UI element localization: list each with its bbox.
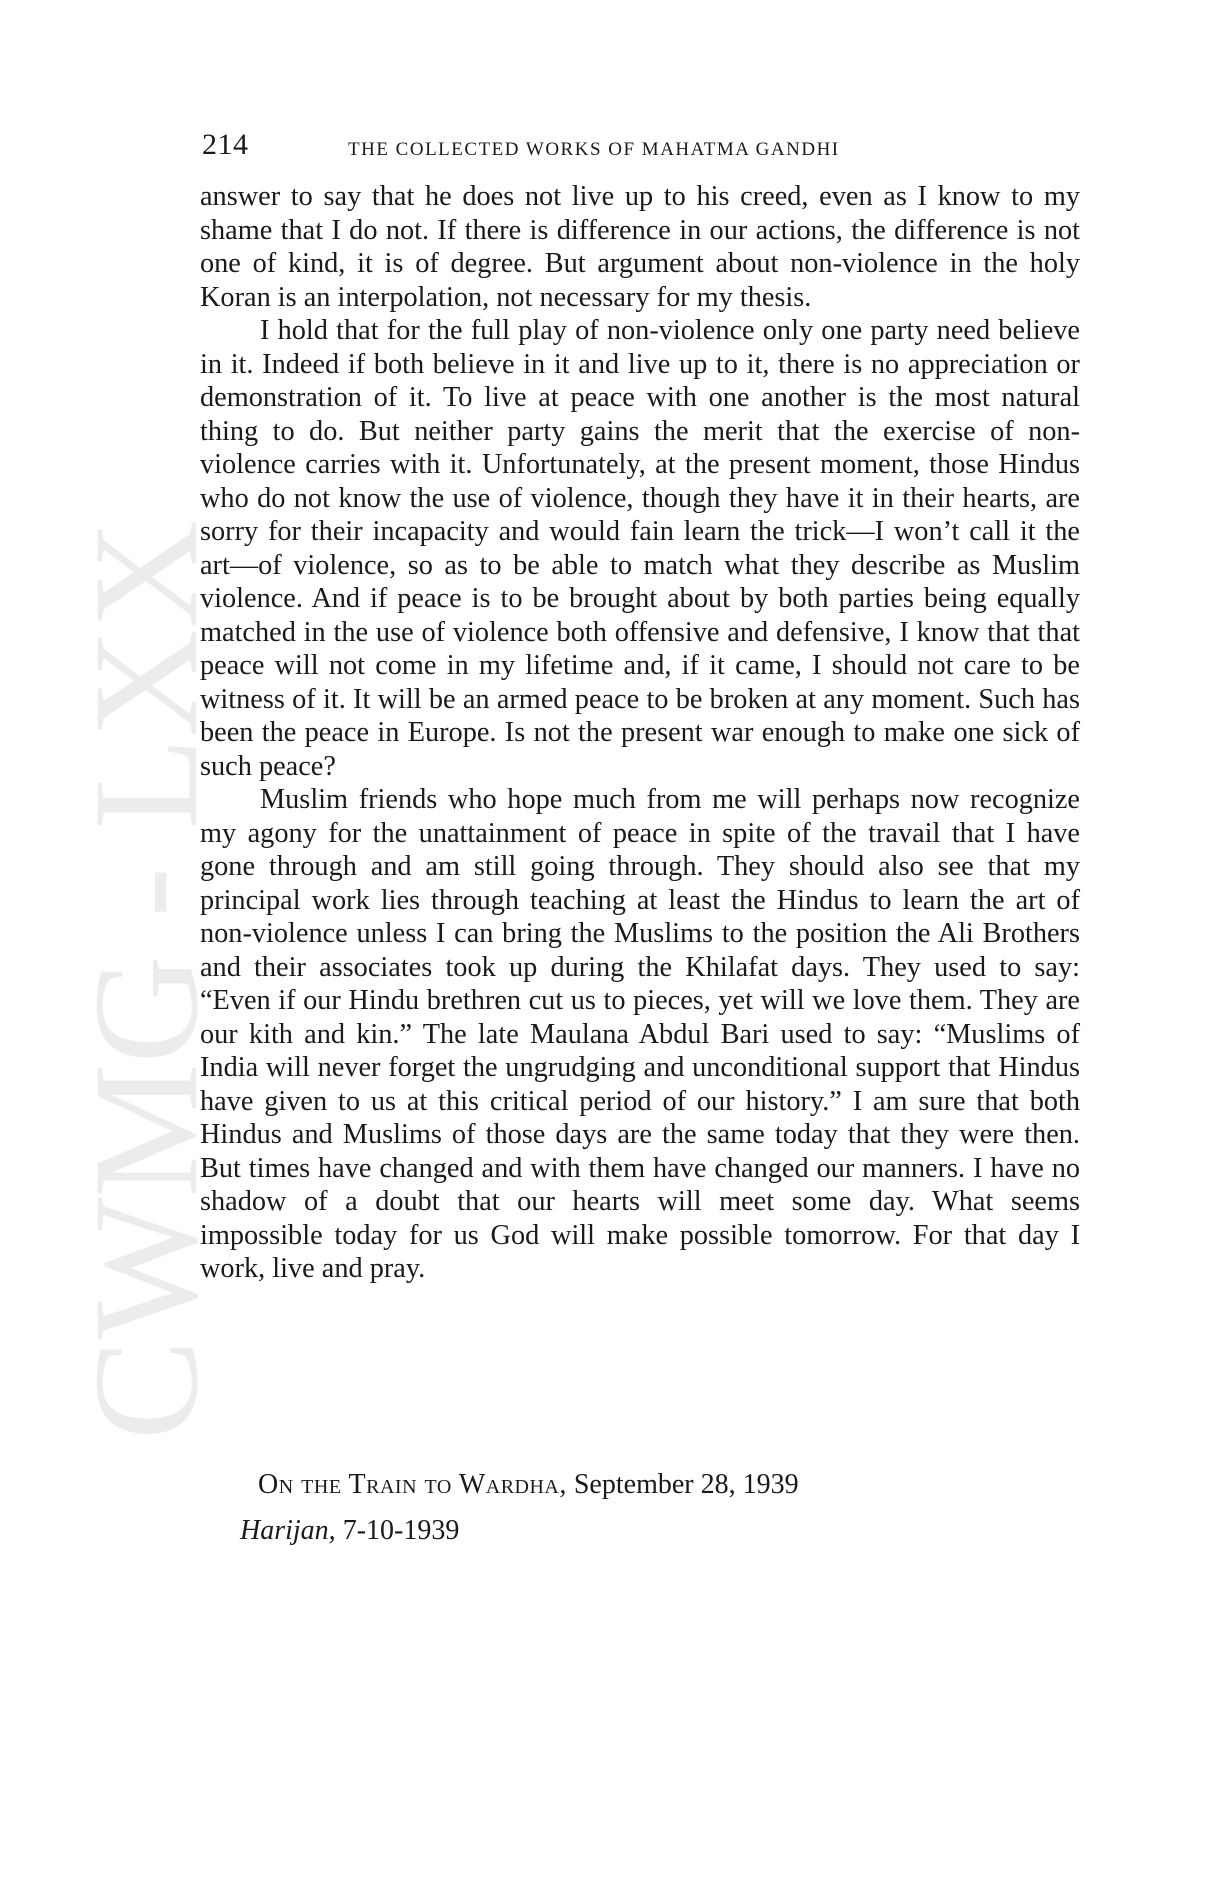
paragraph-3: Muslim friends who hope much from me will perhaps now recognize my agony for the unattainment of peace in spite of the travail that I have gone through and am still going through. They should also see that my principal work lies through teaching at least the Hindus to learn the art of non-violence unless I can bring the Muslims to the position the Ali Brothers and their associates took up during the Khilafat days. They used to say: “Even if our Hindu brethren cut us to pieces, yet will we love them. They are our kith and kin.” The late Maulana Abdul Bari used to say: “Muslims of India will never forget the ungrudging and unconditional support that Hindus have given to us at this critical period of our history.” I am sure that both Hindus and Muslims of those days are the same today that they were then. But times have changed and with them have changed our manners. I have no shadow of a doubt that our hearts will meet some day. What seems impossible today for us God will make possible tomorrow. For that day I work, live and pray. xyxy=(200,784,1080,1284)
dateline-date: September 28, 1939 xyxy=(573,1469,799,1500)
watermark-text: CWMG - LXX xyxy=(63,523,229,1440)
source-publication: Harijan, xyxy=(240,1515,336,1546)
paragraph-2: I hold that for the full play of non-violence only one party need believe in it. Indeed if both believe in it and live up to it, there is no appreciation or demonstration of it. To live at peace with one another is the most natural thing to do. But neither party gains the merit that the exercise of non-violence carries with it. Unfortunately, at the present moment, those Hindus who do not know the use of violence, though they have it in their hearts, are sorry for their incapacity and would fain learn the trick—I won’t call it the art—of violence, so as to be able to match what they describe as Muslim violence. And if peace is to be brought about by both parties being equally matched in the use of violence both offensive and defensive, I know that that peace will not come in my lifetime and, if it came, I should not care to be witness of it. It will be an armed peace to be broken at any moment. Such has been the peace in Europe. Is not the present war enough to make one sick of such peace? xyxy=(200,315,1080,782)
page-number: 214 xyxy=(202,128,249,161)
page-header xyxy=(200,128,1080,168)
source-citation xyxy=(240,1515,459,1547)
dateline-place: On the Train to Wardha, xyxy=(258,1469,567,1500)
body-text xyxy=(200,180,1080,1286)
source-date: 7-10-1939 xyxy=(342,1515,460,1546)
paragraph-1: answer to say that he does not live up to his creed, even as I know to my shame that I do not. If there is difference in our actions, the difference is not one of kind, it is of degree. But argument about non-violence in the holy Koran is an interpolation, not necessary for my thesis. xyxy=(200,181,1080,313)
dateline xyxy=(258,1469,799,1501)
running-head: THE COLLECTED WORKS OF MAHATMA GANDHI xyxy=(348,139,840,160)
